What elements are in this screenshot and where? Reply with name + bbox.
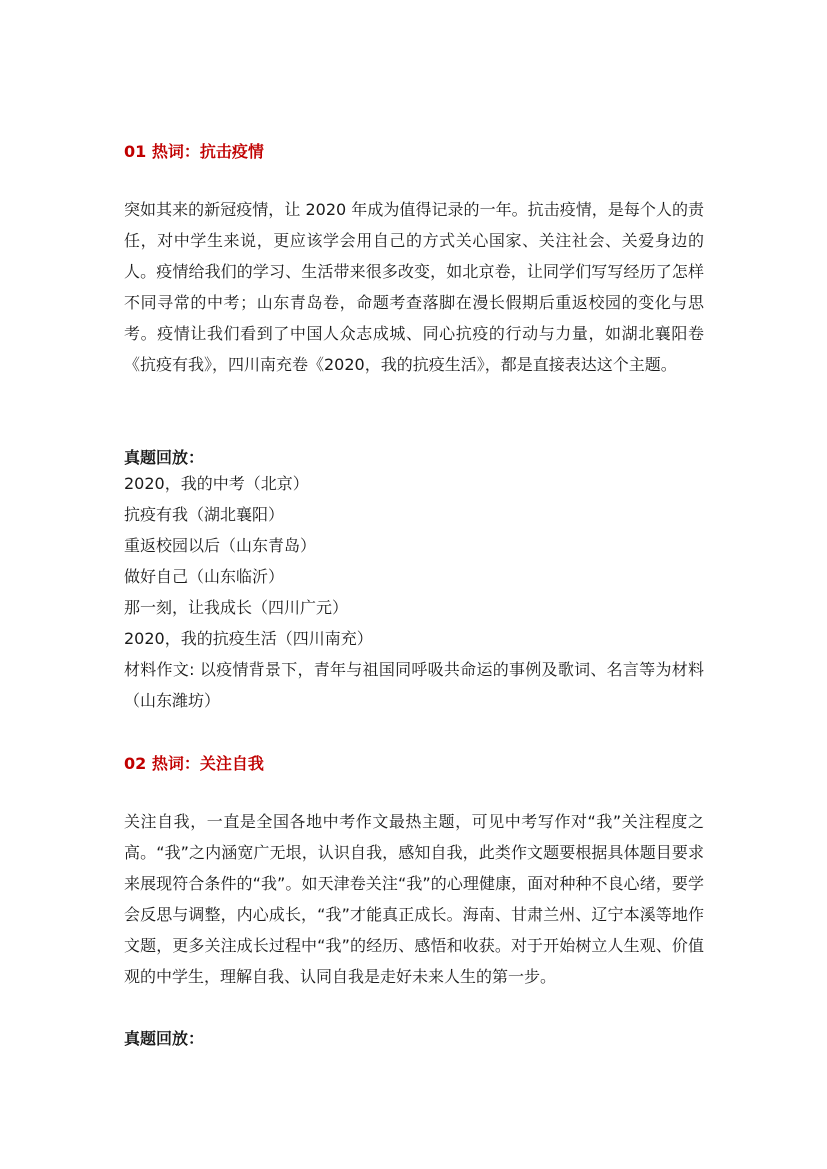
list-item: 那一刻，让我成长（四川广元）	[124, 598, 349, 617]
section-1-paragraph: 突如其来的新冠疫情，让 2020 年成为值得记录的一年。抗击疫情，是每个人的责任，对中学生来说，更应该学会用自己的方式关心国家、关注社会、关爱身边的人。疫情给我们的学习、生活带来很多改变，如北京卷，让同学们写写经历了怎样不同寻常的中考；山东青岛卷，命题考查落脚在漫长假期后重返校园的变化与思考。疫情让我们看到了中国人众志成城、同心抗疫的行动与力量，如湖北襄阳卷《抗疫有我》，四川南充卷《2020，我的抗疫生活》，都是直接表达这个主题。	[124, 200, 704, 374]
section-1-review-label: 真题回放：	[124, 448, 205, 467]
list-item: 重返校园以后（山东青岛）	[124, 536, 317, 555]
section-2-paragraph: 关注自我，一直是全国各地中考作文最热主题，可见中考写作对“我”关注程度之高。“我”之内涵宽广无垠，认识自我，感知自我，此类作文题要根据具体题目要求来展现符合条件的“我”。如天津卷关注“我”的心理健康，面对种种不良心绪，要学会反思与调整，内心成长，“我”才能真正成长。海南、甘肃兰州、辽宁本溪等地作文题，更多关注成长过程中“我”的经历、感悟和收获。对于开始树立人生观、价值观的中学生，理解自我、认同自我是走好未来人生的第一步。	[124, 812, 704, 986]
list-item: 抗疫有我（湖北襄阳）	[124, 505, 285, 524]
section-2-review-label: 真题回放：	[124, 1029, 205, 1048]
section-1-review-list	[124, 468, 704, 716]
list-item: 做好自己（山东临沂）	[124, 567, 285, 586]
section-2-heading: 02 热词：关注自我	[124, 754, 264, 773]
section-1-heading: 01 热词：抗击疫情	[124, 142, 264, 161]
list-item: 2020，我的中考（北京）	[124, 474, 309, 493]
list-item: 材料作文: 以疫情背景下，青年与祖国同呼吸共命运的事例及歌词、名言等为材料（山东潍坊）	[124, 660, 704, 710]
list-item: 2020，我的抗疫生活（四川南充）	[124, 629, 373, 648]
